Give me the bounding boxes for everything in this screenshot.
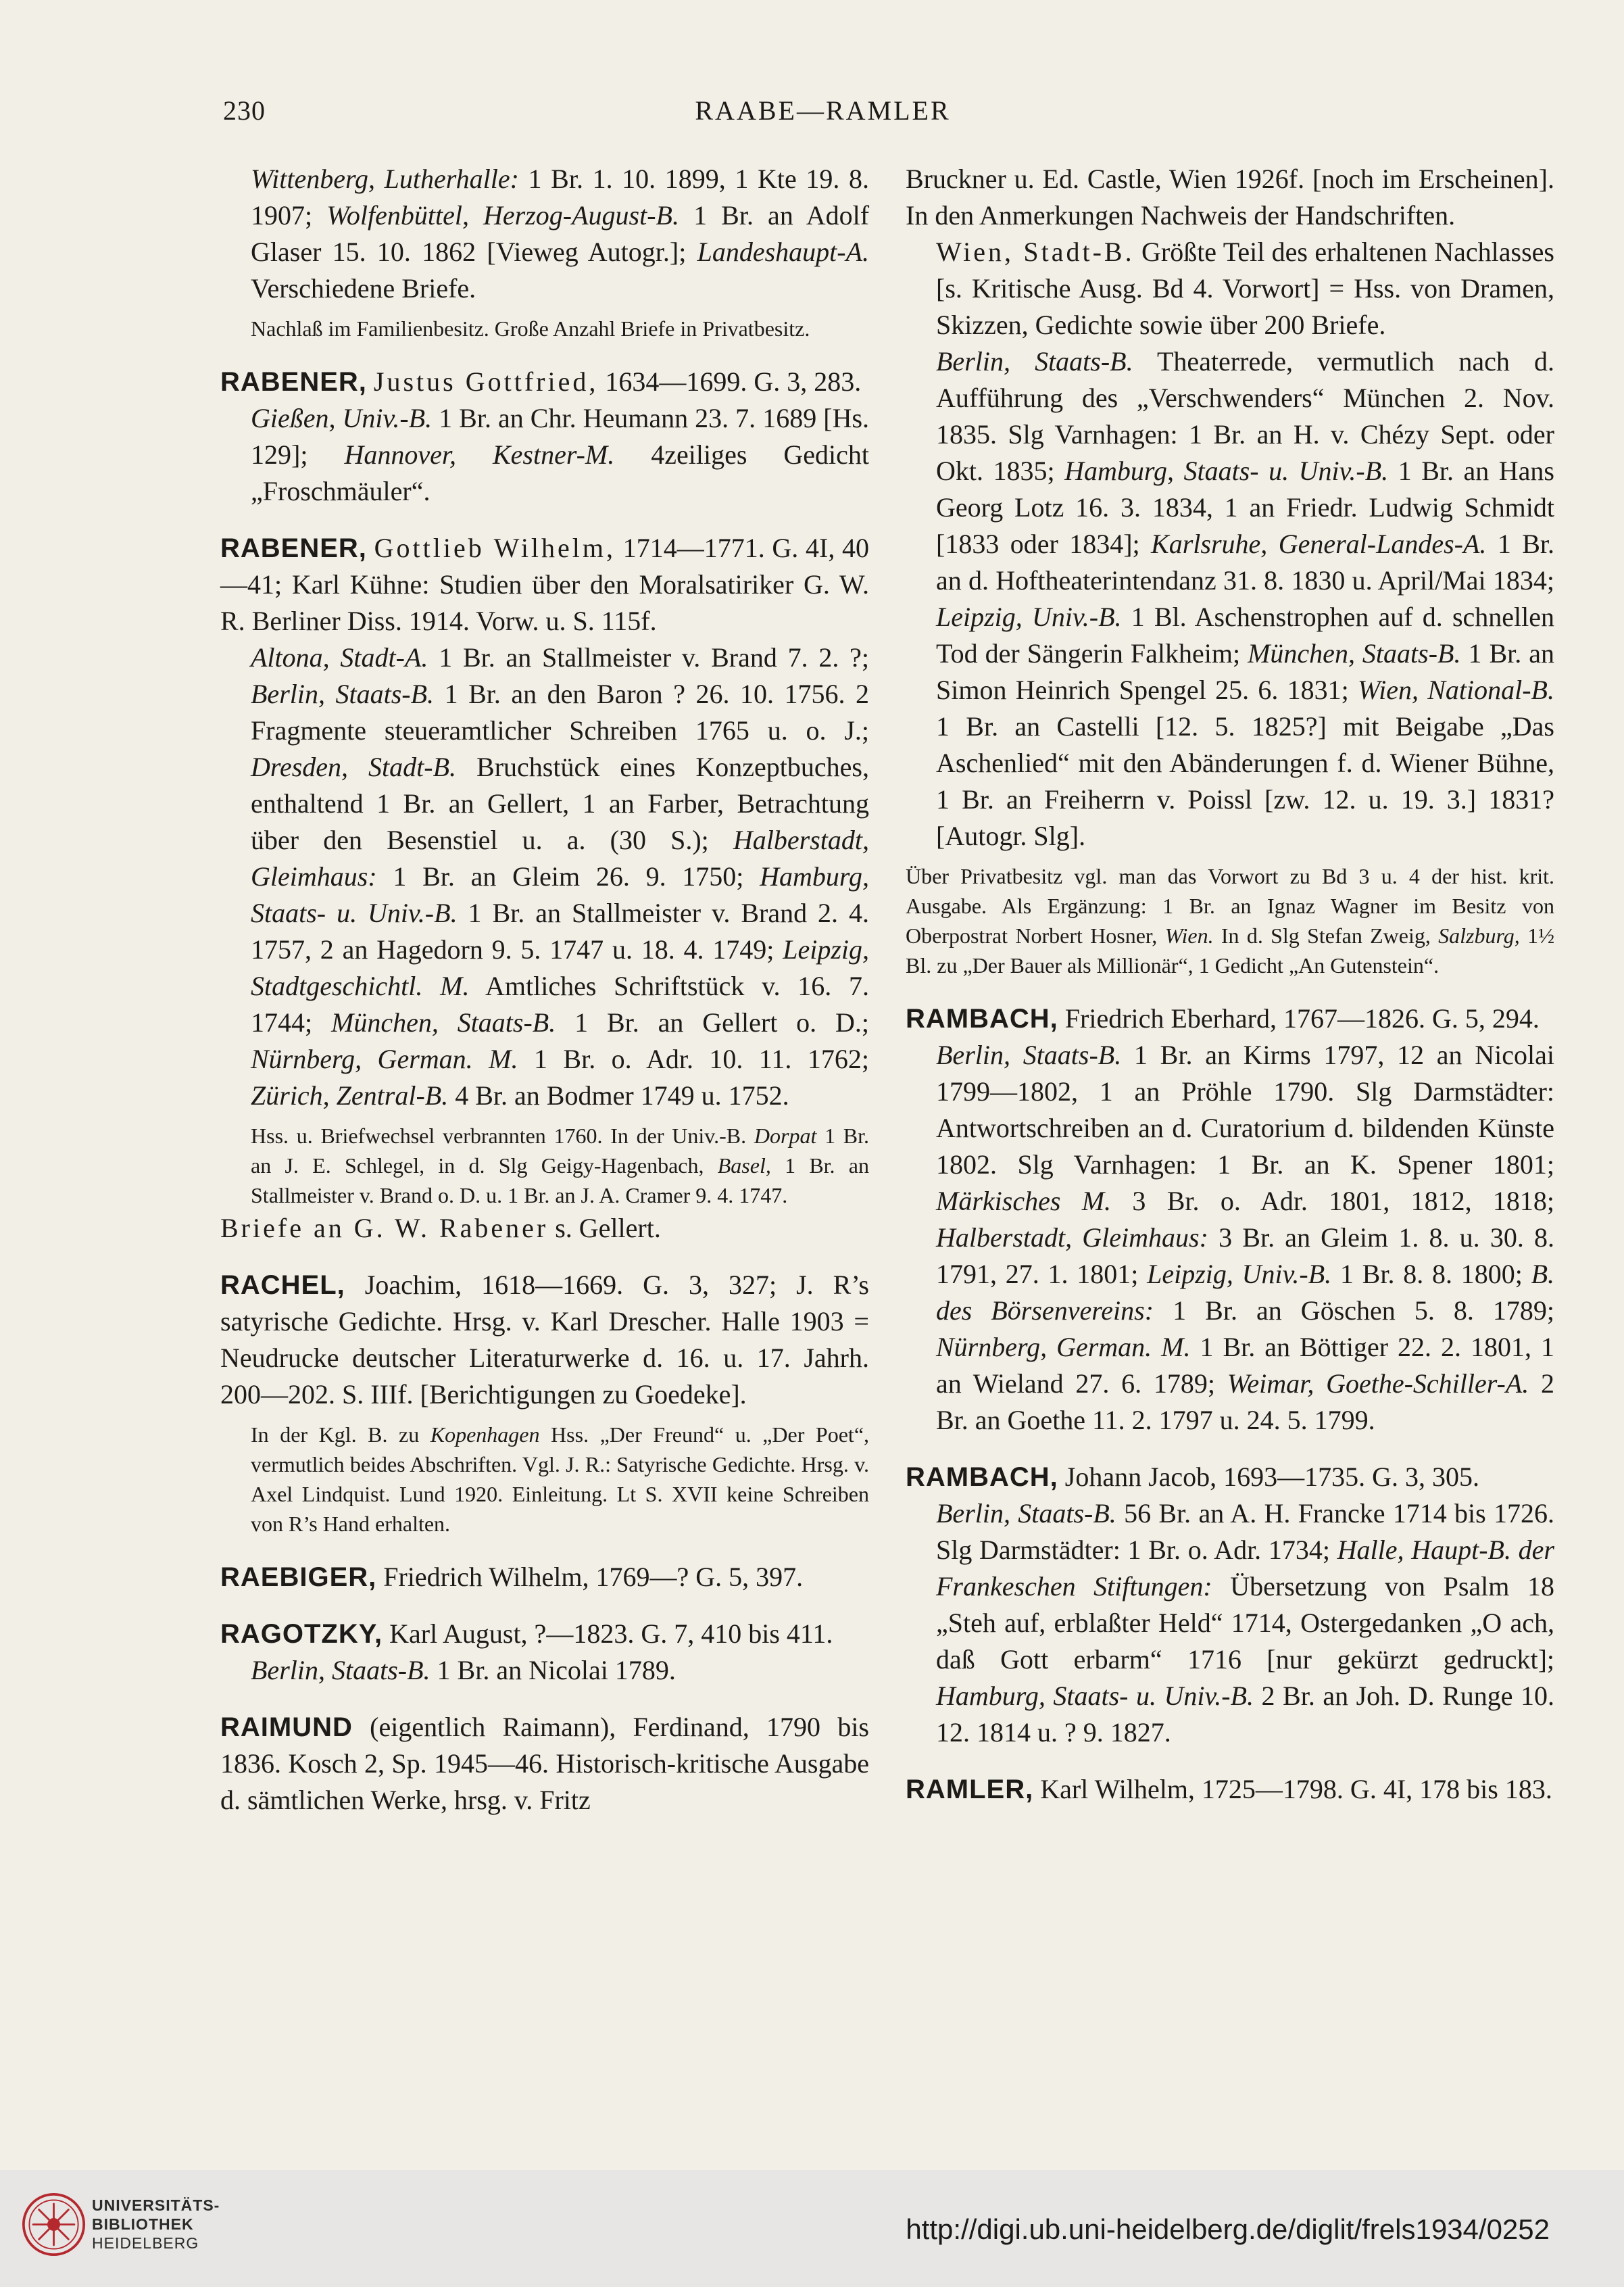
library-name: UNIVERSITÄTS- BIBLIOTHEK HEIDELBERG [92, 2196, 220, 2252]
running-title: RAABE—RAMLER [695, 95, 951, 126]
entry-raimund: RAIMUND (eigentlich Raimann), Ferdinand, 1790 bis 1836. Kosch 2, Sp. 1945—46. Historisch-kritische Ausgabe d. sämtlichen Werke, hrsg. v. Fritz [220, 1712, 869, 1815]
entry-rabener-gottlieb: RABENER, Gottlieb Wilhelm, 1714—1771. G. 4I, 40—41; Karl Kühne: Studien über den Moralsatiriker G. W. R. Berliner Diss. 1914. Vorw. u. S. 115f. [220, 533, 870, 636]
note-raimund: Über Privatbesitz vgl. man das Vorwort zu Bd 3 u. 4 der hist. krit. Ausgabe. Als Ergänzung: 1 Br. an Ignaz Wagner im Besitz von Oberpostrat Norbert Hosner, Wien. In d. Slg Stefan Zweig, Salzburg, 1½ Bl. zu „Der Bauer als Millionär“, 1 Gedicht „An Gutenstein“. [906, 864, 1555, 978]
right-column [906, 161, 1554, 1808]
university-seal-icon [22, 2192, 86, 2257]
holdings-rabener-justus: Gießen, Univ.-B. 1 Br. an Chr. Heumann 23. 7. 1689 [Hs. 129]; Hannover, Kestner-M. 4zeiliges Gedicht „Froschmäuler“. [251, 403, 870, 506]
holdings-rambach-johann: Berlin, Staats-B. 56 Br. an A. H. Francke 1714 bis 1726. Slg Darmstädter: 1 Br. o. Adr. 1734; Halle, Haupt-B. der Frankeschen Stiftungen: Übersetzung von Psalm 18 „Steh auf, erblaßter Held“ 1714, Ostergedanken „O ach, daß Gott erbarm“ 1716 [nur gekürzt gedruckt]; Hamburg, Staats- u. Univ.-B. 2 Br. an Joh. D. Runge 10. 12. 1814 u. ? 9. 1827. [936, 1498, 1555, 1748]
page-number: 230 [223, 95, 266, 126]
holdings-rabener-gottlieb: Altona, Stadt-A. 1 Br. an Stallmeister v. Brand 7. 2. ?; Berlin, Staats-B. 1 Br. an den Baron ? 26. 10. 1756. 2 Fragmente steueramtlicher Schreiben 1765 u. o. J.; Dresden, Stadt-B. Bruchstück eines Konzeptbuches, enthaltend 1 Br. an Gellert, 1 an Farber, Betrachtung über den Besenstiel u. a. (30 S.); Halberstadt, Gleimhaus: 1 Br. an Gleim 26. 9. 1750; Hamburg, Staats- u. Univ.-B. 1 Br. an Stallmeister v. Brand 2. 4. 1757, 2 an Hagedorn 9. 5. 1747 u. 18. 4. 1749; Leipzig, Stadtgeschichtl. M. Amtliches Schriftstück v. 16. 7. 1744; München, Staats-B. 1 Br. an Gellert o. D.; Nürnberg, German. M. 1 Br. o. Adr. 10. 11. 1762; Zürich, Zentral-B. 4 Br. an Bodmer 1749 u. 1752. [251, 642, 870, 1111]
entry-raabe-continued: Wittenberg, Lutherhalle: 1 Br. 1. 10. 1899, 1 Kte 19. 8. 1907; Wolfenbüttel, Herzog-August-B. 1 Br. an Adolf Glaser 15. 10. 1862 [Vieweg Autogr.]; Landeshaupt-A. Verschiedene Briefe. [251, 164, 870, 304]
note-rabener-gottlieb: Hss. u. Briefwechsel verbrannten 1760. In der Univ.-B. Dorpat 1 Br. an J. E. Schlegel, in d. Slg Geigy-Hagenbach, Basel, 1 Br. an Stallmeister v. Brand o. D. u. 1 Br. an J. A. Cramer 9. 4. 1747. [251, 1124, 870, 1207]
holdings-ragotzky: Berlin, Staats-B. 1 Br. an Nicolai 1789. [251, 1655, 676, 1685]
entry-raimund-continued: Bruckner u. Ed. Castle, Wien 1926f. [noch im Erscheinen]. In den Anmerkungen Nachweis der Handschriften. [906, 164, 1554, 231]
entry-rachel: RACHEL, Joachim, 1618—1669. G. 3, 327; J. R’s satyrische Gedichte. Hrsg. v. Karl Drescher. Halle 1903 = Neudrucke deutscher Literaturwerke d. 16. u. 17. Jahrh. 200—202. S. IIIf. [Berichtigungen zu Goedeke]. [220, 1270, 869, 1410]
entry-rabener-justus: RABENER, Justus Gottfried, 1634—1699. G. 3, 283. [220, 366, 862, 397]
holdings-raimund: Berlin, Staats-B. Theaterrede, vermutlich nach d. Aufführung des „Verschwenders“ München 2. Nov. 1835. Slg Varnhagen: 1 Br. an H. v. Chézy Sept. oder Okt. 1835; Hamburg, Staats- u. Univ.-B. 1 Br. an Hans Georg Lotz 16. 3. 1834, 1 an Friedr. Ludwig Schmidt [1833 oder 1834]; Karlsruhe, General-Landes-A. 1 Br. an d. Hoftheaterintendanz 31. 8. 1830 u. April/Mai 1834; Leipzig, Univ.-B. 1 Bl. Aschenstrophen auf d. schnellen Tod der Sängerin Falkheim; München, Staats-B. 1 Br. an Simon Heinrich Spengel 25. 6. 1831; Wien, National-B. 1 Br. an Castelli [12. 5. 1825?] mit Beigabe „Das Aschenlied“ mit den Abänderungen f. d. Wiener Bühne, 1 Br. an Freiherrn v. Poissl [zw. 12. u. 19. 3.] 1831? [Autogr. Slg]. [936, 346, 1555, 851]
holdings-rambach-friedrich: Berlin, Staats-B. 1 Br. an Kirms 1797, 12 an Nicolai 1799—1802, 1 an Pröhle 1790. Slg Darmstädter: Antwortschreiben an d. Curatorium d. bildenden Künste 1802. Slg Varnhagen: 1 Br. an K. Spener 1801; Märkisches M. 3 Br. o. Adr. 1801, 1812, 1818; Halberstadt, Gleimhaus: 3 Br. an Gleim 1. 8. u. 30. 8. 1791, 27. 1. 1801; Leipzig, Univ.-B. 1 Br. 8. 8. 1800; B. des Börsenvereins: 1 Br. an Göschen 5. 8. 1789; Nürnberg, German. M. 1 Br. an Böttiger 22. 2. 1801, 1 an Wieland 27. 6. 1789; Weimar, Goethe-Schiller-A. 2 Br. an Goethe 11. 2. 1797 u. 24. 5. 1799. [936, 1040, 1555, 1435]
entry-rambach-friedrich: RAMBACH, Friedrich Eberhard, 1767—1826. G. 5, 294. [906, 1003, 1540, 1034]
entry-ragotzky: RAGOTZKY, Karl August, ?—1823. G. 7, 410 bis 411. [220, 1618, 833, 1649]
holdings-raimund-wien: Wien, Stadt-B. Größte Teil des erhaltenen Nachlasses [s. Kritische Ausg. Bd 4. Vorwort] = Hss. von Dramen, Skizzen, Gedichte sowie über 200 Briefe. [936, 237, 1555, 340]
permalink-url[interactable]: http://digi.ub.uni-heidelberg.de/diglit/frels1934/0252 [906, 2213, 1550, 2245]
left-column [220, 161, 869, 1819]
viewer-footer [0, 2170, 1624, 2287]
entry-rambach-johann: RAMBACH, Johann Jacob, 1693—1735. G. 3, 305. [906, 1462, 1480, 1492]
running-header [223, 95, 1423, 135]
entry-ramler: RAMLER, Karl Wilhelm, 1725—1798. G. 4I, 178 bis 183. [906, 1774, 1552, 1804]
note-raabe: Nachlaß im Familienbesitz. Große Anzahl Briefe in Privatbesitz. [251, 316, 810, 341]
cross-reference-rabener: Briefe an G. W. Rabener s. Gellert. [220, 1213, 661, 1243]
note-rachel: In der Kgl. B. zu Kopenhagen Hss. „Der Freund“ u. „Der Poet“, vermutlich beides Abschriften. Vgl. J. R.: Satyrische Gedichte. Hrsg. v. Axel Lindquist. Lund 1920. Einleitung. Lt S. XVII keine Schreiben von R’s Hand erhalten. [251, 1422, 870, 1536]
entry-raebiger: RAEBIGER, Friedrich Wilhelm, 1769—? G. 5, 397. [220, 1562, 804, 1592]
